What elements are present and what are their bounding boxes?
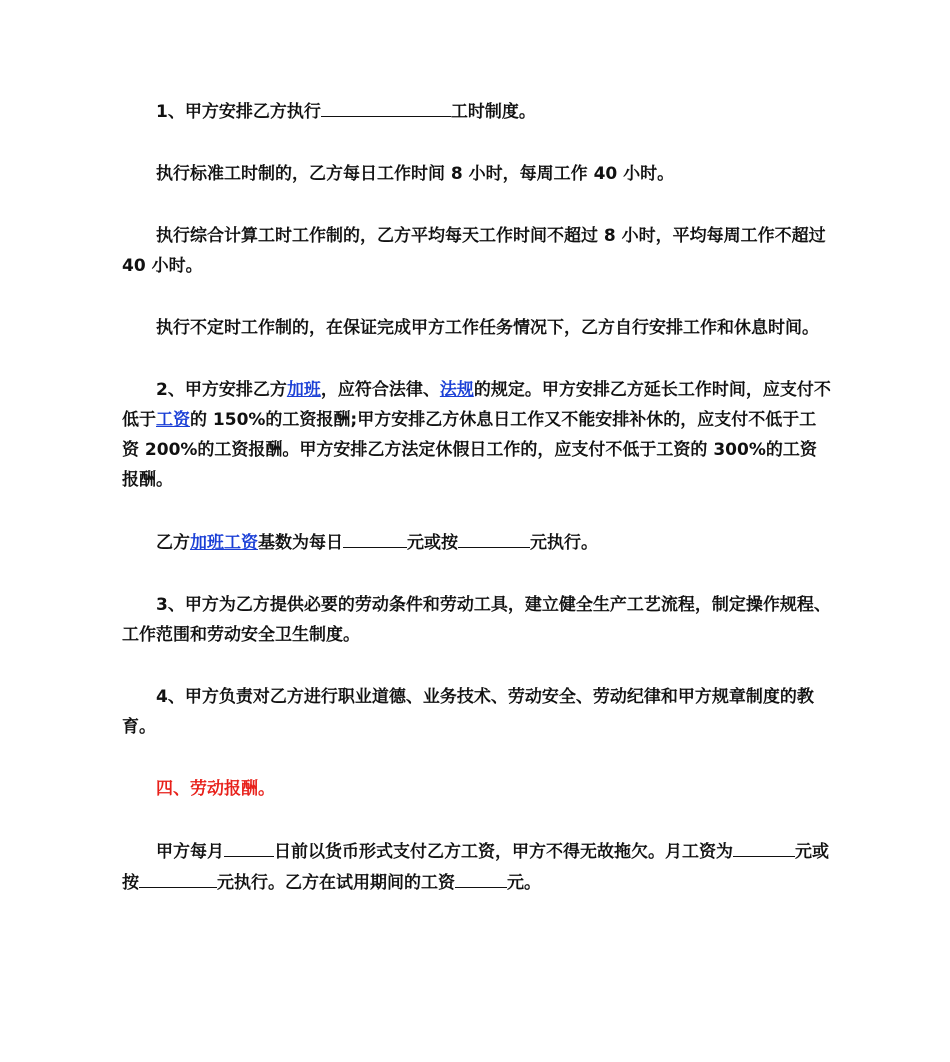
blank-alt-wage <box>139 867 217 888</box>
paragraph-education: 4、甲方负责对乙方进行职业道德、业务技术、劳动安全、劳动纪律和甲方规章制度的教育。 <box>122 687 814 737</box>
paragraph-payment: 甲方每月 日前以货币形式支付乙方工资，甲方不得无故拖欠。月工资为 元或按 元执行。乙方在试用期间的工资 元。 <box>122 836 832 898</box>
blank-alt-base <box>458 527 530 548</box>
paragraph-labor-conditions: 3、甲方为乙方提供必要的劳动条件和劳动工具，建立健全生产工艺流程，制定操作规程、工作范围和劳动安全卫生制度。 <box>122 595 831 645</box>
paragraph-flexible-hours: 执行不定时工作制的，在保证完成甲方工作任务情况下，乙方自行安排工作和休息时间。 <box>156 318 819 338</box>
link-overtime[interactable]: 加班 <box>286 380 321 400</box>
blank-work-hours-system <box>321 96 451 117</box>
link-regulations[interactable]: 法规 <box>439 380 474 400</box>
blank-daily-base <box>343 527 407 548</box>
blank-pay-day <box>224 836 274 857</box>
blank-probation-wage <box>455 867 507 888</box>
link-overtime-wages[interactable]: 加班工资 <box>190 533 258 553</box>
paragraph-overtime-base: 乙方加班工资基数为每日 元或按 元执行。 <box>122 527 832 558</box>
section-heading-remuneration: 四、劳动报酬。 <box>156 779 275 799</box>
paragraph-work-hours-system: 1、甲方安排乙方执行 工时制度。 <box>122 96 832 127</box>
blank-monthly-wage <box>733 836 795 857</box>
paragraph-overtime: 2、甲方安排乙方加班，应符合法律、法规的规定。甲方安排乙方延长工作时间，应支付不低于工资的 150%的工资报酬;甲方安排乙方休息日工作又不能安排补休的，应支付不低于工资 200%的工资报酬。甲方安排乙方法定休假日工作的，应支付不低于工资的 300%的工资报酬。 <box>122 380 831 490</box>
paragraph-comprehensive-hours: 执行综合计算工时工作制的，乙方平均每天工作时间不超过 8 小时，平均每周工作不超过 40 小时。 <box>122 226 826 276</box>
paragraph-standard-hours: 执行标准工时制的，乙方每日工作时间 8 小时，每周工作 40 小时。 <box>156 164 675 184</box>
link-wages[interactable]: 工资 <box>156 410 190 430</box>
document-page <box>122 96 832 930</box>
